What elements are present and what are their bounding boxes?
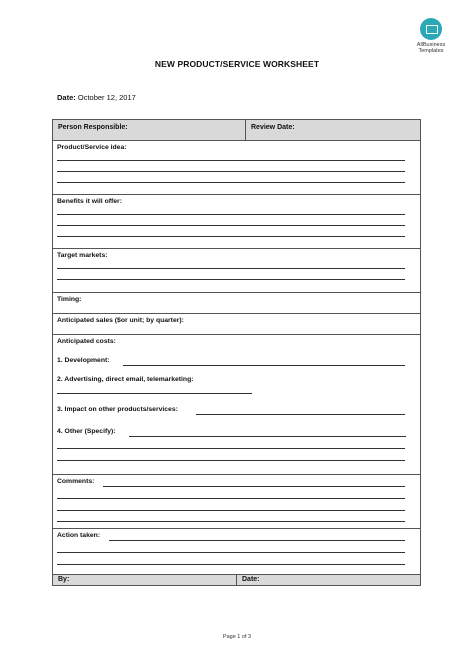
timing-label: Timing: — [57, 296, 82, 303]
idea-section — [53, 140, 420, 194]
logo-text-1: AllBusiness — [416, 42, 446, 48]
idea-line[interactable] — [57, 160, 405, 161]
costs-section — [53, 334, 420, 474]
sales-section — [53, 313, 420, 334]
development-line[interactable] — [123, 365, 405, 366]
idea-line[interactable] — [57, 171, 405, 172]
bottom-row — [53, 574, 420, 585]
action-line[interactable] — [109, 540, 405, 541]
page-title: NEW PRODUCT/SERVICE WORKSHEET — [154, 59, 320, 69]
advertising-label: 2. Advertising, direct email, telemarketing: — [57, 376, 194, 383]
worksheet-table — [52, 119, 421, 586]
benefits-line[interactable] — [57, 236, 405, 237]
date-label: Date: — [57, 93, 76, 102]
comments-label: Comments: — [57, 478, 95, 485]
sales-label: Anticipated sales ($or unit; by quarter): — [57, 317, 184, 324]
date-value: October 12, 2017 — [77, 93, 136, 102]
markets-line[interactable] — [57, 279, 405, 280]
comments-line[interactable] — [103, 486, 405, 487]
comments-line[interactable] — [57, 498, 405, 499]
comments-line[interactable] — [57, 510, 405, 511]
comments-section — [53, 474, 420, 528]
action-line[interactable] — [57, 552, 405, 553]
benefits-label: Benefits it will offer: — [57, 198, 122, 205]
benefits-line[interactable] — [57, 214, 405, 215]
monitor-icon — [420, 18, 442, 40]
other-label: 4. Other (Specify): — [57, 428, 116, 435]
other-line[interactable] — [57, 460, 405, 461]
benefits-line[interactable] — [57, 225, 405, 226]
idea-label: Product/Service idea: — [57, 144, 127, 151]
page-footer: Page 1 of 3 — [222, 634, 252, 640]
action-section — [53, 528, 420, 574]
impact-label: 3. Impact on other products/services: — [57, 406, 178, 413]
action-label: Action taken: — [57, 532, 101, 539]
logo-text-2: Templates — [418, 48, 444, 54]
timing-section — [53, 292, 420, 313]
benefits-section — [53, 194, 420, 248]
other-line[interactable] — [57, 448, 405, 449]
person-responsible-cell[interactable]: Person Responsible: — [53, 120, 246, 140]
bottom-date-cell[interactable]: Date: — [242, 576, 260, 583]
development-label: 1. Development: — [57, 357, 110, 364]
date-line — [57, 93, 136, 102]
markets-section — [53, 248, 420, 292]
idea-line[interactable] — [57, 182, 405, 183]
logo — [411, 18, 451, 54]
other-line[interactable] — [129, 436, 406, 437]
action-line[interactable] — [57, 564, 405, 565]
header-row — [53, 120, 420, 140]
advertising-line[interactable] — [57, 393, 252, 394]
by-cell[interactable]: By: — [53, 575, 237, 585]
review-date-cell[interactable]: Review Date: — [251, 124, 295, 131]
costs-label: Anticipated costs: — [57, 338, 116, 345]
markets-line[interactable] — [57, 268, 405, 269]
comments-line[interactable] — [57, 521, 405, 522]
impact-line[interactable] — [196, 414, 405, 415]
markets-label: Target markets: — [57, 252, 108, 259]
